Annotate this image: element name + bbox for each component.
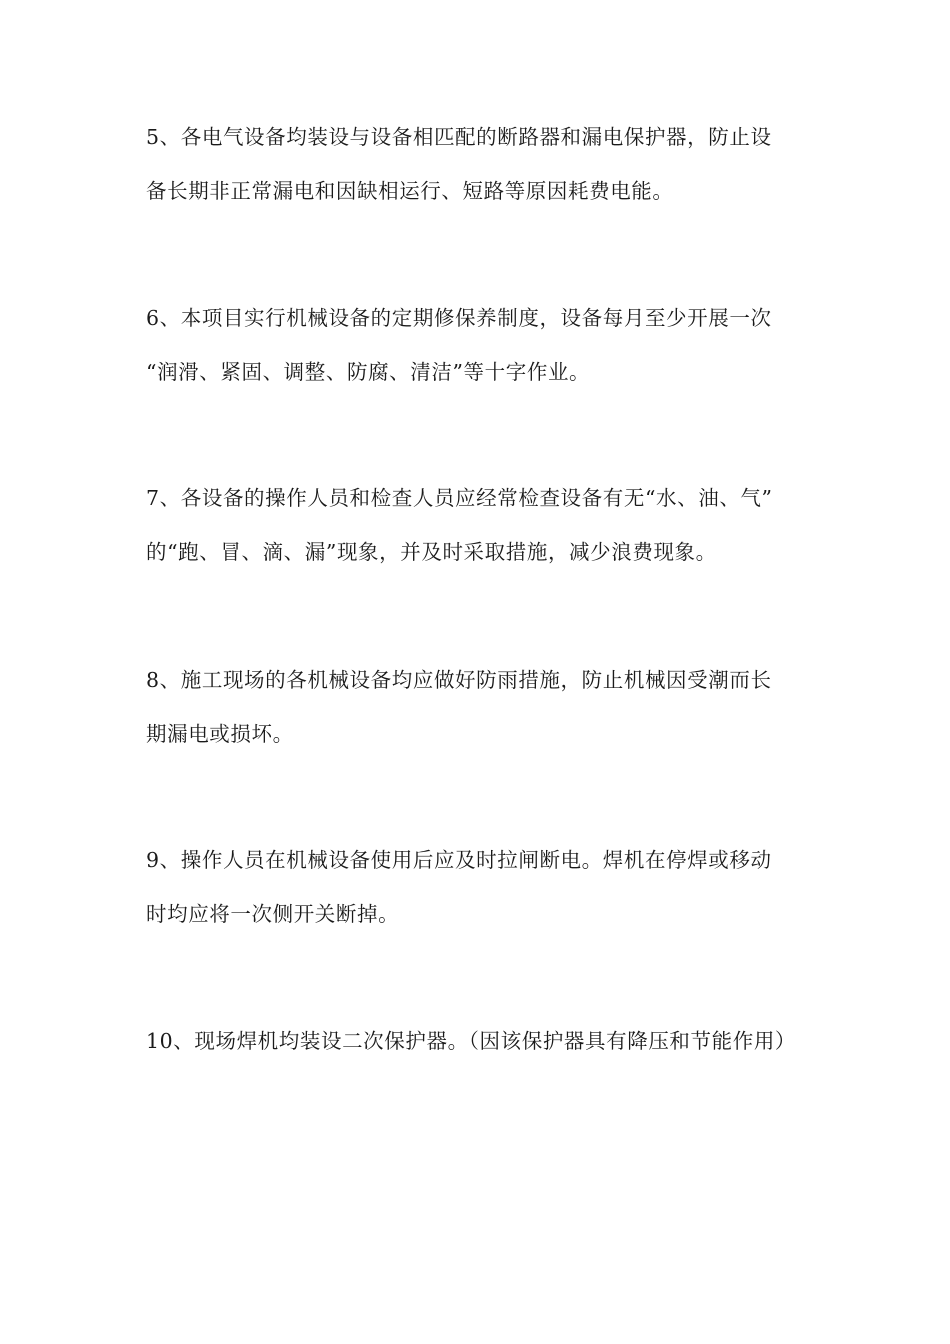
paragraph-line: 10、现场焊机均装设二次保护器。（因该保护器具有降压和节能作用） [146, 1029, 797, 1053]
paragraph-line: 备长期非正常漏电和因缺相运行、短路等原因耗费电能。 [146, 179, 674, 203]
paragraph-line: 期漏电或损坏。 [146, 722, 294, 746]
paragraph-line: 7、各设备的操作人员和检查人员应经常检查设备有无“水、油、气” [146, 486, 773, 510]
paragraph-line: 6、本项目实行机械设备的定期修保养制度，设备每月至少开展一次 [146, 306, 772, 330]
paragraph-item-8 [146, 653, 826, 761]
paragraph-line: “润滑、紧固、调整、防腐、清洁”等十字作业。 [146, 360, 591, 384]
paragraph-line: 5、各电气设备均装设与设备相匹配的断路器和漏电保护器，防止设 [146, 125, 772, 149]
paragraph-line: 时均应将一次侧开关断掉。 [146, 902, 400, 926]
paragraph-item-5 [146, 110, 826, 218]
paragraph-line: 9、操作人员在机械设备使用后应及时拉闸断电。焊机在停焊或移动 [146, 848, 772, 872]
paragraph-item-6 [146, 291, 826, 399]
paragraph-line: 8、施工现场的各机械设备均应做好防雨措施，防止机械因受潮而长 [146, 668, 772, 692]
paragraph-item-7 [146, 471, 826, 579]
paragraph-line: 的“跑、冒、滴、漏”现象，并及时采取措施，减少浪费现象。 [146, 540, 717, 564]
paragraph-item-10 [146, 1014, 826, 1068]
paragraph-item-9 [146, 833, 826, 941]
